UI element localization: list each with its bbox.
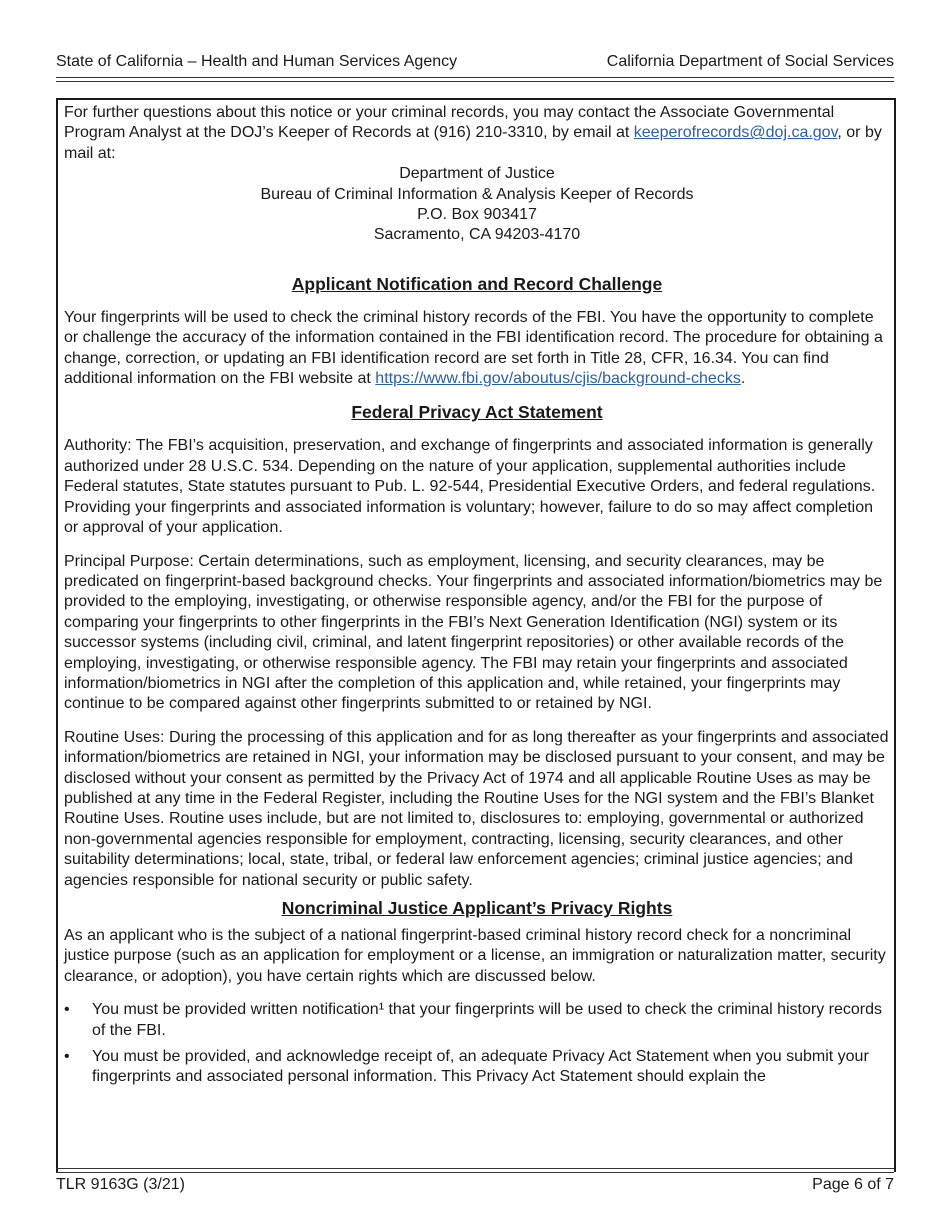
header-department: California Department of Social Services (606, 53, 894, 70)
bullet-marker: • (64, 1001, 70, 1019)
address-line: Department of Justice (399, 165, 555, 183)
header-rule-top (56, 77, 894, 78)
fbi-website-link[interactable]: https://www.fbi.gov/aboutus/cjis/background-checks (375, 370, 741, 388)
authority-paragraph: Authority: The FBI’s acquisition, preservation, and exchange of fingerprints and associated information is generally authorized under 28 U.S.C. 534. Depending on the nature of your application, supplemental authorities include Federal statutes, State statutes pursuant to Pub. L. 92-544, Presidential Executive Orders, and federal regulations. Providing your fingerprints and associated information is voluntary; however, failure to do so may affect completion or approval of your application. (64, 437, 876, 537)
list-item: • You must be provided written notification¹ that your fingerprints will be used to check the criminal history records of the FBI. (64, 1001, 883, 1039)
privacy-rights-intro: As an applicant who is the subject of a national fingerprint-based criminal history record check for a noncriminal justice purpose (such as an application for employment or a license, an immigration or naturalization matter, security clearance, or adoption), you have certain rights which are discussed below. (64, 927, 886, 985)
header-agency: State of California – Health and Human Services Agency (56, 53, 458, 70)
routine-uses-paragraph: Routine Uses: During the processing of this application and for as long thereafter as your fingerprints and associated information/biometrics are retained in NGI, your information may be disclosed pursuant to your consent, and may be disclosed without your consent as permitted by the Privacy Act of 1974 and all applicable Routine Uses as may be published at any time in the Federal Register, including the Routine Uses for the NGI system and the FBI’s Blanket Routine Uses. Routine uses include, but are not limited to, disclosures to: employing, governmental or authorized non-governmental agencies responsible for employment, contracting, licensing, security clearances, and other suitability determinations; local, state, tribal, or federal law enforcement agencies; criminal justice agencies; and agencies responsible for national security or public safety. (64, 728, 889, 889)
form-number: TLR 9163G (3/21) (56, 1176, 185, 1193)
heading-record-challenge: Applicant Notification and Record Challenge (291, 273, 663, 294)
contact-paragraph: For further questions about this notice or your criminal records, you may contact the Associate Governmental Program Analyst at the DOJ’s Keeper of Records at (916) 210-3310, by email at keeperofrecords@doj.ca.gov, or by mail at: (64, 104, 882, 162)
document-body (64, 103, 890, 1088)
bullet-marker: • (64, 1048, 70, 1066)
email-link[interactable]: keeperofrecords@doj.ca.gov (633, 124, 838, 142)
principal-purpose-paragraph: Principal Purpose: Certain determinations, such as employment, licensing, and security clearances, may be predicated on fingerprint-based background checks. Your fingerprints and associated information/biometrics may be provided to the employing, investigating, or otherwise responsible agency, and/or the FBI for the purpose of comparing your fingerprints to other fingerprints in the FBI’s Next Generation Identification (NGI) system or its successor systems (including civil, criminal, and latent fingerprint repositories) or other available records of the employing, investigating, or otherwise responsible agency. The FBI may retain your fingerprints and associated information/biometrics in NGI after the completion of this application and, while retained, your fingerprints may continue to be compared against other fingerprints submitted to or retained by NGI. (64, 552, 883, 713)
header-rule-bottom (56, 81, 894, 82)
address-line: Bureau of Criminal Information & Analysis Keeper of Records (260, 185, 694, 203)
page-header (56, 52, 894, 74)
mailing-address (64, 164, 890, 246)
footer-rule-top (56, 1168, 894, 1169)
list-item: • You must be provided, and acknowledge receipt of, an adequate Privacy Act Statement when you submit your fingerprints and associated personal information. This Privacy Act Statement should explain the (64, 1048, 869, 1086)
record-challenge-paragraph: Your fingerprints will be used to check the criminal history records of the FBI. You have the opportunity to complete or challenge the accuracy of the information contained in the FBI identification record. The procedure for obtaining a change, correction, or updating an FBI identification record are set forth in Title 28, CFR, 16.34. You can find additional information on the FBI website at https://www.fbi.gov/aboutus/cjis/background-checks. (64, 308, 883, 388)
heading-privacy-rights: Noncriminal Justice Applicant’s Privacy Rights (281, 898, 673, 918)
page-number: Page 6 of 7 (812, 1176, 894, 1193)
page-footer (56, 1175, 894, 1197)
address-line: P.O. Box 903417 (417, 206, 537, 224)
heading-privacy-act: Federal Privacy Act Statement (351, 402, 603, 423)
address-line: Sacramento, CA 94203-4170 (373, 226, 581, 244)
footer-rule-bottom (56, 1172, 894, 1173)
